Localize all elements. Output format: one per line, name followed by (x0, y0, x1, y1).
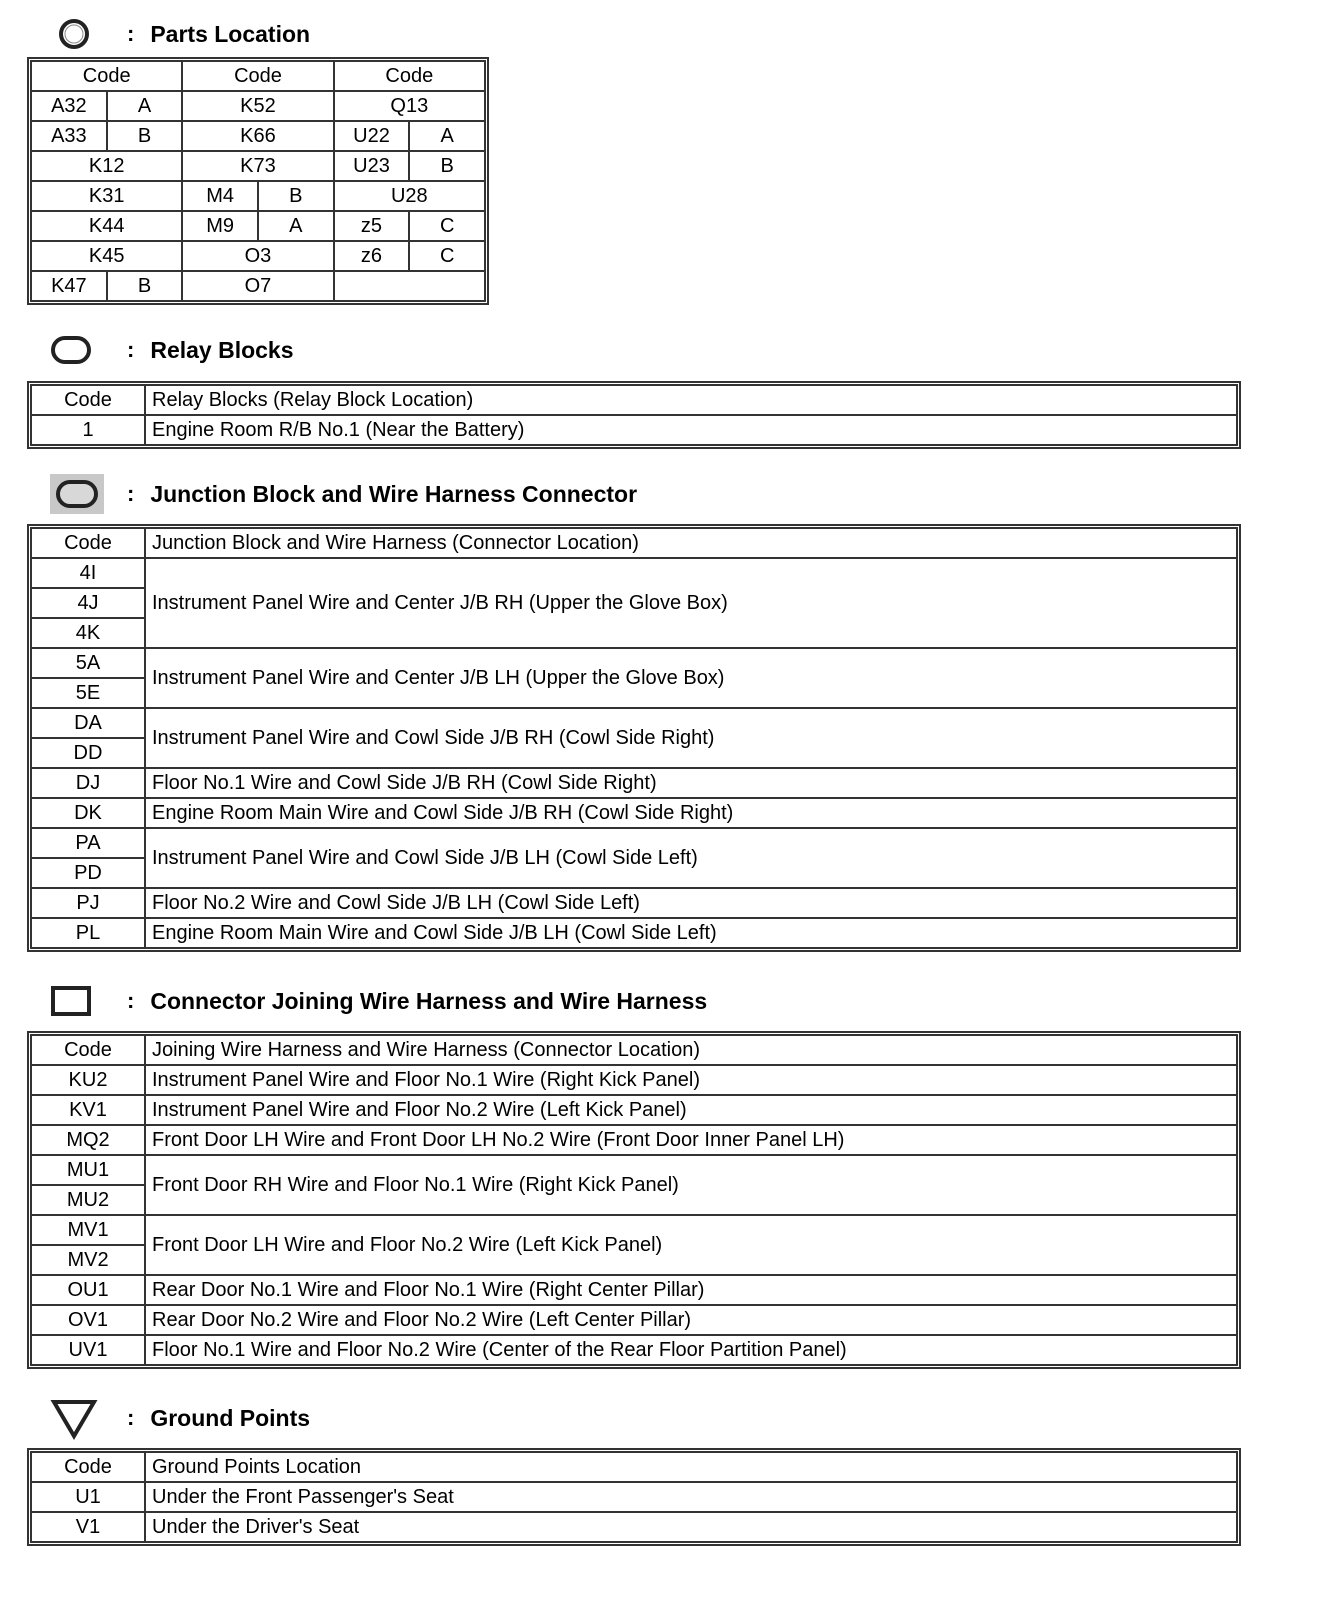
section-title: Parts Location (150, 20, 311, 47)
connector-joining-table (30, 1034, 1238, 1366)
code-cell: PL (31, 918, 145, 948)
column-header: Code (31, 528, 145, 558)
code-cell: K47 (31, 271, 107, 301)
description-cell: Rear Door No.2 Wire and Floor No.2 Wire (Left Center Pillar) (145, 1305, 1237, 1335)
code-cell: z6 (334, 241, 410, 271)
description-cell: Floor No.1 Wire and Cowl Side J/B RH (Cowl Side Right) (145, 768, 1237, 798)
description-cell: Instrument Panel Wire and Cowl Side J/B LH (Cowl Side Left) (145, 828, 1237, 888)
table-row (31, 768, 1237, 798)
code-cell: UV1 (31, 1335, 145, 1365)
code-cell: KU2 (31, 1065, 145, 1095)
column-header: Ground Points Location (145, 1452, 1237, 1482)
relay-blocks-table (30, 384, 1238, 446)
table-header-row (31, 385, 1237, 415)
code-cell: A32 (31, 91, 107, 121)
code-cell: M4 (182, 181, 258, 211)
column-header: Junction Block and Wire Harness (Connector Location) (145, 528, 1237, 558)
table-header-row (31, 1035, 1237, 1065)
code-cell: K45 (31, 241, 182, 271)
junction-block-table (30, 527, 1238, 949)
table-row (31, 708, 1237, 738)
heading-colon: : (127, 481, 135, 506)
code-cell: MV2 (31, 1245, 145, 1275)
code-cell: MU1 (31, 1155, 145, 1185)
code-cell: PD (31, 858, 145, 888)
table-row (31, 1065, 1237, 1095)
rounded-rectangle-icon (50, 330, 110, 370)
code-cell: OV1 (31, 1305, 145, 1335)
description-cell: Instrument Panel Wire and Floor No.1 Wire (Right Kick Panel) (145, 1065, 1237, 1095)
description-cell: Floor No.2 Wire and Cowl Side J/B LH (Cowl Side Left) (145, 888, 1237, 918)
code-cell: DK (31, 798, 145, 828)
code-cell: z5 (334, 211, 410, 241)
column-header: Code (334, 61, 485, 91)
description-cell: Rear Door No.1 Wire and Floor No.1 Wire (Right Center Pillar) (145, 1275, 1237, 1305)
heading-colon: : (127, 988, 135, 1013)
table-row (31, 91, 485, 121)
table-row (31, 1095, 1237, 1125)
description-cell: Front Door RH Wire and Floor No.1 Wire (Right Kick Panel) (145, 1155, 1237, 1215)
code-cell: DJ (31, 768, 145, 798)
table-header-row (31, 61, 485, 91)
code-cell: MQ2 (31, 1125, 145, 1155)
section-title: Ground Points (150, 1404, 311, 1431)
code-cell: U1 (31, 1482, 145, 1512)
table-row (31, 1125, 1237, 1155)
code-cell: 4K (31, 618, 145, 648)
description-cell: Engine Room Main Wire and Cowl Side J/B RH (Cowl Side Right) (145, 798, 1237, 828)
rectangle-icon (50, 981, 110, 1021)
column-header: Relay Blocks (Relay Block Location) (145, 385, 1237, 415)
code-cell: U22 (334, 121, 410, 151)
shaded-rounded-rectangle-icon (50, 474, 110, 514)
parts-location-heading (50, 14, 310, 54)
code-cell: K66 (182, 121, 333, 151)
code-cell: MU2 (31, 1185, 145, 1215)
table-row (31, 1335, 1237, 1365)
location-letter-cell: C (409, 211, 485, 241)
table-row (31, 1275, 1237, 1305)
junction-block-heading (50, 474, 637, 514)
column-header: Joining Wire Harness and Wire Harness (Connector Location) (145, 1035, 1237, 1065)
description-cell: Instrument Panel Wire and Cowl Side J/B RH (Cowl Side Right) (145, 708, 1237, 768)
column-header: Code (31, 385, 145, 415)
code-cell: 4I (31, 558, 145, 588)
code-cell: M9 (182, 211, 258, 241)
location-letter-cell: A (107, 91, 183, 121)
code-cell: K12 (31, 151, 182, 181)
heading-colon: : (127, 1405, 135, 1430)
column-header: Code (31, 61, 182, 91)
column-header: Code (182, 61, 333, 91)
code-cell: 5E (31, 678, 145, 708)
code-cell: MV1 (31, 1215, 145, 1245)
code-cell: V1 (31, 1512, 145, 1542)
table-row (31, 558, 1237, 588)
description-cell: Engine Room Main Wire and Cowl Side J/B LH (Cowl Side Left) (145, 918, 1237, 948)
location-letter-cell: B (107, 121, 183, 151)
table-row (31, 798, 1237, 828)
code-cell: K73 (182, 151, 333, 181)
code-cell: O7 (182, 271, 333, 301)
code-cell: K44 (31, 211, 182, 241)
table-row (31, 151, 485, 181)
circle-icon (50, 14, 110, 54)
heading-colon: : (127, 337, 135, 362)
triangle-icon (50, 1398, 110, 1438)
table-row (31, 181, 485, 211)
table-row (31, 648, 1237, 678)
description-cell: Instrument Panel Wire and Center J/B LH (Upper the Glove Box) (145, 648, 1237, 708)
table-row (31, 888, 1237, 918)
code-cell: KV1 (31, 1095, 145, 1125)
table-header-row (31, 1452, 1237, 1482)
description-cell: Front Door LH Wire and Floor No.2 Wire (Left Kick Panel) (145, 1215, 1237, 1275)
ground-points-heading (50, 1398, 310, 1438)
code-cell: 5A (31, 648, 145, 678)
column-header: Code (31, 1452, 145, 1482)
relay-blocks-heading (50, 330, 294, 370)
connector-joining-heading (50, 981, 707, 1021)
code-cell: O3 (182, 241, 333, 271)
description-cell: Under the Front Passenger's Seat (145, 1482, 1237, 1512)
heading-colon: : (127, 21, 135, 46)
code-cell: PA (31, 828, 145, 858)
table-row (31, 918, 1237, 948)
table-header-row (31, 528, 1237, 558)
ground-points-table (30, 1451, 1238, 1543)
section-title: Relay Blocks (150, 336, 294, 363)
location-letter-cell: B (258, 181, 334, 211)
code-cell: DD (31, 738, 145, 768)
code-cell: PJ (31, 888, 145, 918)
code-cell: 4J (31, 588, 145, 618)
table-row (31, 1512, 1237, 1542)
description-cell: Front Door LH Wire and Front Door LH No.2 Wire (Front Door Inner Panel LH) (145, 1125, 1237, 1155)
description-cell: Instrument Panel Wire and Center J/B RH (Upper the Glove Box) (145, 558, 1237, 648)
location-letter-cell: A (409, 121, 485, 151)
code-cell: U23 (334, 151, 410, 181)
code-cell: DA (31, 708, 145, 738)
location-letter-cell: B (107, 271, 183, 301)
table-row (31, 1215, 1237, 1245)
description-cell: Under the Driver's Seat (145, 1512, 1237, 1542)
code-cell: Q13 (334, 91, 485, 121)
table-row (31, 415, 1237, 445)
code-cell: OU1 (31, 1275, 145, 1305)
description-cell: Instrument Panel Wire and Floor No.2 Wire (Left Kick Panel) (145, 1095, 1237, 1125)
table-row (31, 828, 1237, 858)
table-row (31, 211, 485, 241)
table-row (31, 121, 485, 151)
location-letter-cell: A (258, 211, 334, 241)
code-cell: 1 (31, 415, 145, 445)
table-row (31, 1482, 1237, 1512)
table-row (31, 1305, 1237, 1335)
empty-cell (334, 271, 485, 301)
code-cell: K31 (31, 181, 182, 211)
description-cell: Floor No.1 Wire and Floor No.2 Wire (Center of the Rear Floor Partition Panel) (145, 1335, 1237, 1365)
table-row (31, 241, 485, 271)
code-cell: K52 (182, 91, 333, 121)
section-title: Junction Block and Wire Harness Connector (150, 480, 638, 507)
section-title: Connector Joining Wire Harness and Wire Harness (150, 987, 708, 1014)
parts-location-table (30, 60, 486, 302)
description-cell: Engine Room R/B No.1 (Near the Battery) (145, 415, 1237, 445)
code-cell: A33 (31, 121, 107, 151)
table-row (31, 1155, 1237, 1185)
location-letter-cell: B (409, 151, 485, 181)
code-cell: U28 (334, 181, 485, 211)
table-row (31, 271, 485, 301)
location-letter-cell: C (409, 241, 485, 271)
column-header: Code (31, 1035, 145, 1065)
